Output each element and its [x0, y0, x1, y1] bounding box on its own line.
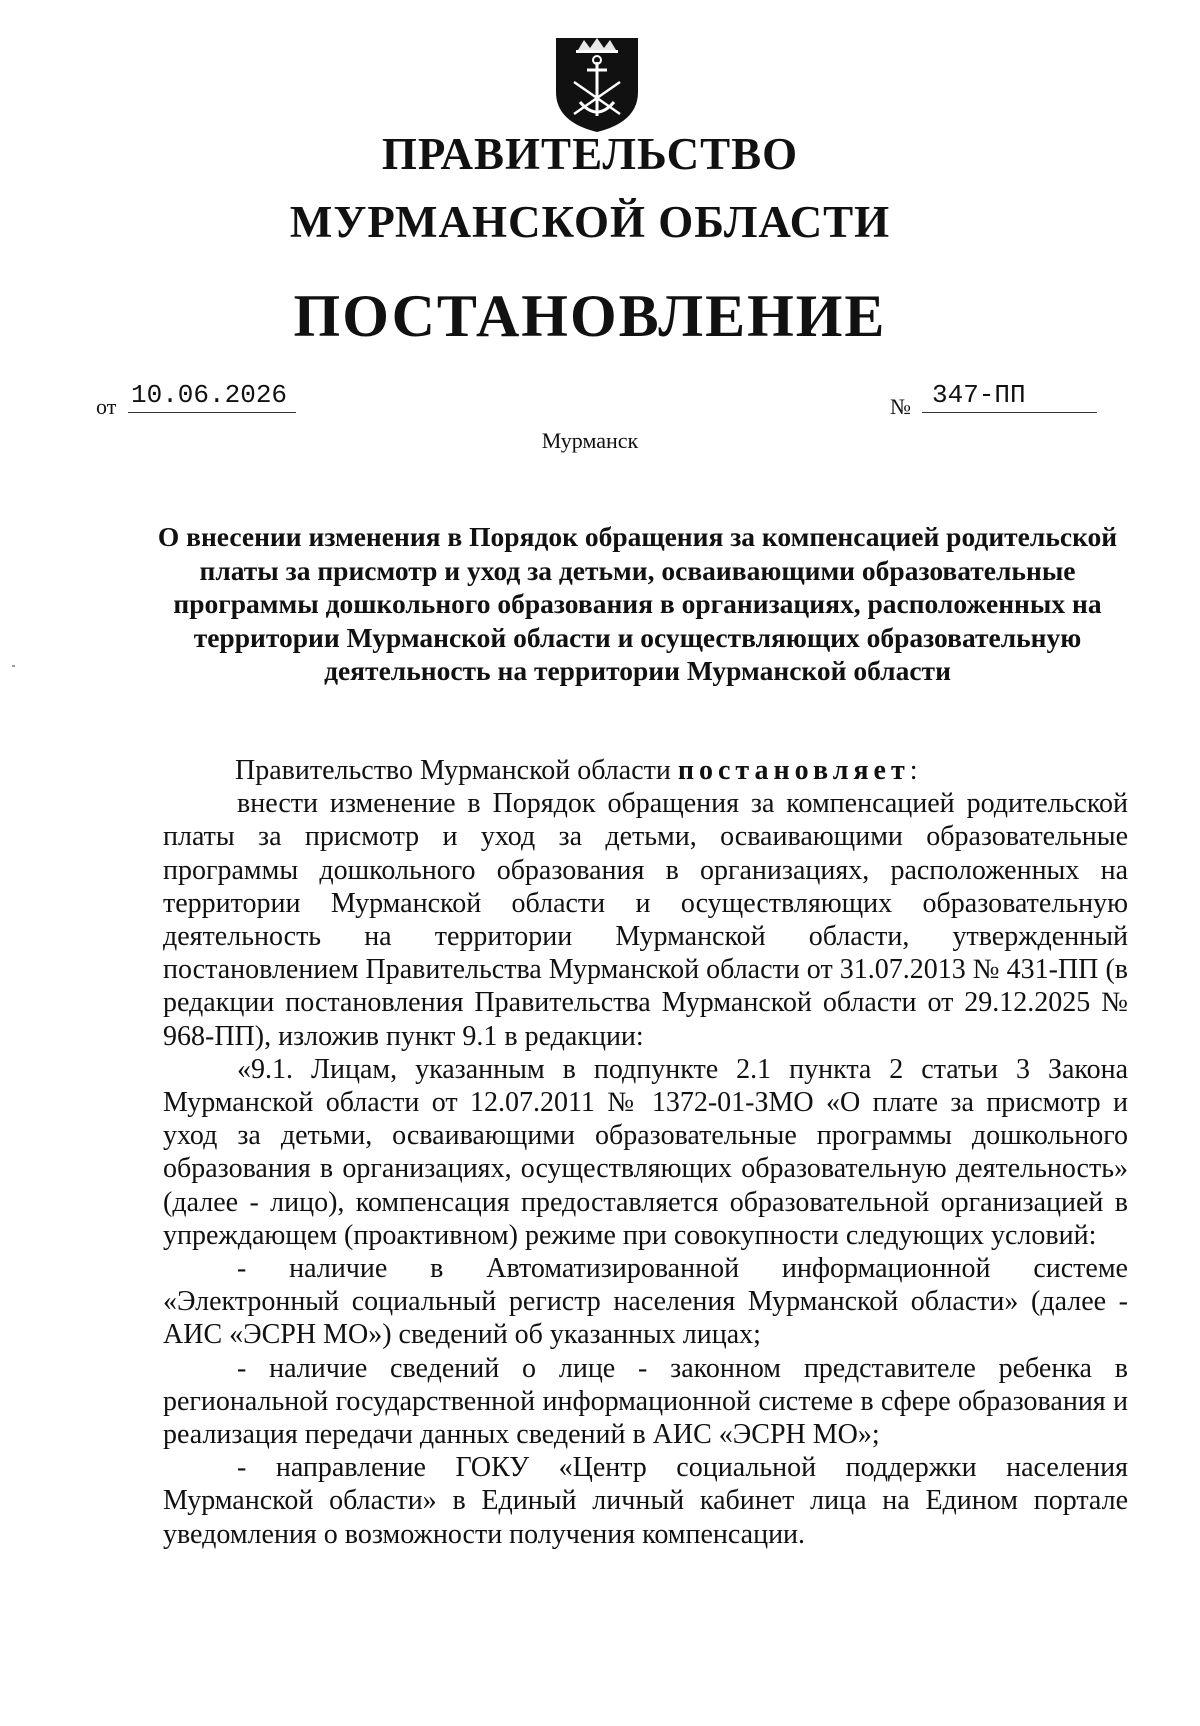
intro-colon: :	[909, 755, 918, 786]
body-paragraph-1: внести изменение в Порядок обращения за компенсацией родительской платы за присмотр и уход за детьми, осваивающими образовательные программы дошкольного образования в организациях, расположенных на территории Мурманской области и осуществляющих образовательную деятельность на территории Мурманской области, утвержденный постановлением Правительства Мурманской области от 31.07.2013 № 431-ПП (в редакции постановления Правительства Мурманской области от 29.12.2025 № 968-ПП), изложив пункт 9.1 в редакции:	[163, 788, 1128, 1052]
date-label: от	[96, 394, 117, 419]
intro-subject: Правительство Мурманской области	[235, 755, 671, 786]
document-type-title: ПОСТАНОВЛЕНИЕ	[293, 283, 887, 349]
murmansk-coat-of-arms-icon	[552, 30, 642, 134]
document-body	[163, 754, 1128, 1551]
number-label: №	[890, 394, 911, 419]
condition-bullet-2: - наличие сведений о лице - законном представителе ребенка в региональной государственной информационной системе в сфере образования и реализация передачи данных сведений в АИС «ЭСРН МО»;	[163, 1352, 1128, 1451]
document-number: 347-ПП	[922, 378, 1097, 413]
condition-bullet-1: - наличие в Автоматизированной информационной системе «Электронный социальный регистр населения Мурманской области» (далее - АИС «ЭСРН МО») сведений об указанных лицах;	[163, 1253, 1128, 1351]
government-title-line1: ПРАВИТЕЛЬСТВО	[381, 129, 799, 179]
body-paragraph-2: «9.1. Лицам, указанным в подпункте 2.1 пункта 2 статьи 3 Закона Мурманской области от 12.07.2011 № 1372-01-ЗМО «О плате за присмотр и уход за детьми, осваивающими образовательные программы дошкольного образования в организациях, осуществляющих образовательную деятельность» (далее - лицо), компенсация предоставляется образовательной организацией в упреждающем (проактивном) режиме при совокупности следующих условий:	[163, 1053, 1128, 1251]
city-name: Мурманск	[541, 428, 639, 453]
scan-mark	[12, 665, 15, 667]
document-date: 10.06.2026	[128, 378, 296, 413]
condition-bullet-3: - направление ГОКУ «Центр социальной поддержки населения Мурманской области» в Единый личный кабинет лица на Едином портале уведомления о возможности получения компенсации.	[163, 1452, 1128, 1550]
government-title-line2: МУРМАНСКОЙ ОБЛАСТИ	[289, 197, 891, 247]
intro-verb: постановляет	[677, 755, 910, 786]
document-subject: О внесении изменения в Порядок обращения за компенсацией родительской платы за присмотр и уход за детьми, осваивающими образовательные программы дошкольного образования в организациях, расположенных на территории Мурманской области и осуществляющих образовательную деятельность на территории Мурманской области	[157, 521, 1118, 686]
intro-paragraph	[163, 754, 1128, 787]
